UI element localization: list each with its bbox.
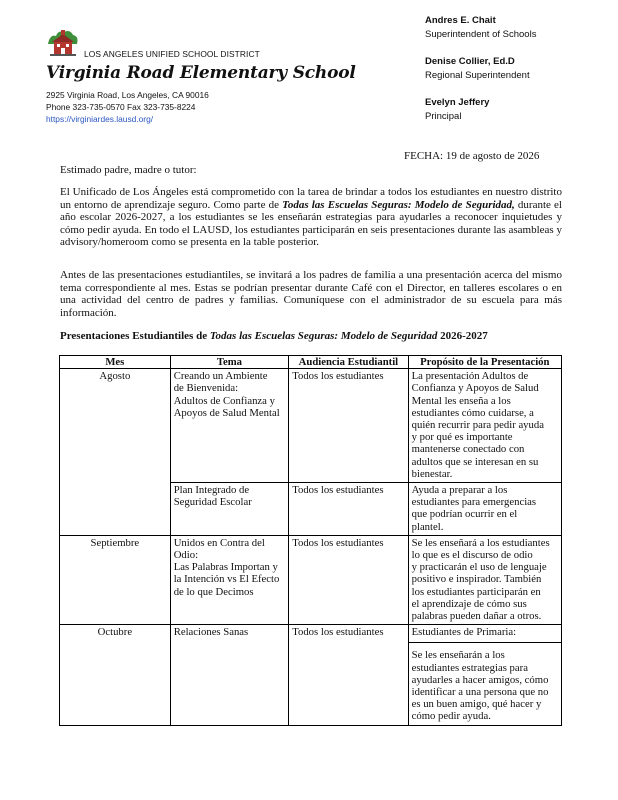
program-name: Todas las Escuelas Seguras: Modelo de Seguridad,	[282, 198, 515, 211]
cell-mes: Agosto	[60, 369, 171, 536]
cell-line: Las Palabras Importan y	[173, 561, 278, 574]
cell-audiencia: Todos los estudiantes	[289, 625, 408, 725]
cell-line: cómo pedir ayuda.	[411, 710, 491, 723]
cell-audiencia: Todos los estudiantes	[289, 369, 408, 483]
cell-line: y practicarán el uso de lenguaje	[411, 561, 547, 574]
cell-line: Se les enseñarán a los	[411, 649, 505, 662]
column-header-tema: Tema	[170, 356, 289, 369]
cell-line: que podrían ocurrir en el	[411, 508, 518, 521]
cell-proposito	[408, 625, 561, 725]
cell-line: ayudarles a hacer amigos, cómo	[411, 673, 549, 686]
cell-line: Se les enseñará a los estudiantes	[411, 536, 550, 549]
column-header-audiencia: Audiencia Estudiantil	[289, 356, 408, 369]
table-row	[60, 535, 562, 624]
cell-line: mantenerse conectado con	[411, 443, 525, 456]
cell-line: el aprendizaje de cómo sus	[411, 597, 527, 610]
school-phone: Phone 323-735-0570 Fax 323-735-8224	[46, 102, 196, 112]
cell-line: Adultos de Confianza y	[173, 394, 275, 407]
column-header-mes: Mes	[60, 356, 171, 369]
staff-name: Denise Collier, Ed.D	[425, 56, 515, 67]
cell-line: identificar a una persona que no	[411, 686, 549, 699]
cell-line: Relaciones Sanas	[173, 626, 249, 639]
staff-title: Superintendent of Schools	[425, 29, 537, 40]
cell-mes: Septiembre	[60, 535, 171, 624]
staff-principal	[425, 96, 489, 124]
cell-tema	[170, 625, 289, 725]
cell-subheading: Estudiantes de Primaria:	[411, 626, 517, 639]
cell-mes: Octubre	[60, 625, 171, 725]
cell-line: lo que es el discurso de odio	[411, 549, 533, 562]
letter-date: FECHA: 19 de agosto de 2026	[404, 150, 540, 162]
cell-line: los estudiantes participarán en	[411, 585, 541, 598]
cell-line: Unidos en Contra del	[173, 536, 265, 549]
staff-title: Regional Superintendent	[425, 70, 530, 81]
cell-line: estudiantes para emergencias	[411, 496, 537, 509]
cell-audiencia: Todos los estudiantes	[289, 483, 408, 536]
cell-line: La presentación Adultos de	[411, 370, 529, 383]
paragraph-intro	[60, 186, 562, 249]
cell-line: la Intención vs El Efecto	[173, 573, 280, 586]
cell-line: Mental les enseña a los	[411, 394, 511, 407]
school-address: 2925 Virginia Road, Los Angeles, CA 90016	[46, 90, 209, 100]
column-header-proposito: Propósito de la Presentación	[408, 356, 561, 369]
cell-line: positivo e inspirador. También	[411, 573, 542, 586]
paragraph-parents: Antes de las presentaciones estudiantiles, se invitará a los padres de familia a una presentación acerca del mismo tema correspondiente al mes. Estas se podrían presentar durante Café con el Director, en talleres escolares o en una actividad del centro de padres y familias. Comuníquese con el administrador de su escuela para más información.	[60, 269, 562, 319]
cell-line: Seguridad Escolar	[173, 496, 252, 509]
cell-line: Apoyos de Salud Mental	[173, 406, 280, 419]
school-name: Virginia Road Elementary School	[46, 63, 356, 83]
table-header-row	[60, 356, 562, 369]
staff-title: Principal	[425, 111, 462, 122]
staff-name: Evelyn Jeffery	[425, 97, 490, 108]
cell-line: palabras pueden dañar a otros.	[411, 610, 542, 623]
cell-line: estudiantes estrategias para	[411, 661, 528, 674]
school-website-link[interactable]: https://virginiardes.lausd.org/	[46, 114, 154, 124]
cell-line: plantel.	[411, 520, 444, 533]
heading-program-name: Todas las Escuelas Seguras: Modelo de Seguridad	[209, 330, 438, 342]
letter-greeting: Estimado padre, madre o tutor:	[60, 164, 197, 176]
cell-line: es un buen amigo, qué hacer y	[411, 698, 542, 711]
cell-line: y por qué es importante	[411, 431, 513, 444]
cell-line: Confianza y Apoyos de Salud	[411, 382, 539, 395]
cell-proposito	[408, 483, 561, 536]
paragraph-text: durante el año escolar 2026-2027, a los estudiantes se les enseñarán estrategias para ayudarles a reconocer inquietudes y cómo pedir ayuda. En todo el LAUSD, los estudiantes participarán en seis presentaciones durante las asambleas y advisory/homeroom como se presenta en la table posterior.	[60, 198, 562, 249]
presentations-table	[59, 355, 562, 726]
cell-tema	[170, 535, 289, 624]
heading-text: Presentaciones Estudiantiles de	[60, 330, 210, 342]
table-row	[60, 625, 562, 725]
district-name: LOS ANGELES UNIFIED SCHOOL DISTRICT	[84, 49, 260, 59]
paragraph-text: El Unificado de Los Ángeles está comprometido con la tarea de brindar a todos los estudiantes en nuestro distrito un entorno de aprendizaje seguro. Como parte de	[60, 186, 562, 211]
cell-line: de lo que Decimos	[173, 585, 254, 598]
cell-subsection	[409, 642, 561, 722]
cell-audiencia: Todos los estudiantes	[289, 535, 408, 624]
table-row	[60, 369, 562, 483]
cell-proposito	[408, 369, 561, 483]
cell-line: Plan Integrado de	[173, 484, 250, 497]
cell-tema	[170, 369, 289, 483]
table-heading	[60, 330, 488, 342]
heading-year: 2026-2027	[437, 330, 488, 342]
cell-line: Odio:	[173, 549, 199, 562]
cell-proposito	[408, 535, 561, 624]
staff-superintendent	[425, 14, 536, 42]
cell-tema	[170, 483, 289, 536]
cell-line: Ayuda a preparar a los	[411, 484, 508, 497]
cell-line: adultos que se interesan en su	[411, 455, 539, 468]
staff-name: Andres E. Chait	[425, 15, 496, 26]
cell-line: quién recurrir para pedir ayuda	[411, 419, 544, 432]
cell-line: de Bienvenida:	[173, 382, 239, 395]
schoolhouse-logo-icon	[46, 28, 80, 58]
cell-line: Creando un Ambiente	[173, 370, 268, 383]
cell-line: estudiantes cómo cuidarse, a	[411, 406, 534, 419]
staff-regional-superintendent	[425, 55, 530, 83]
cell-line: bienestar.	[411, 467, 453, 480]
